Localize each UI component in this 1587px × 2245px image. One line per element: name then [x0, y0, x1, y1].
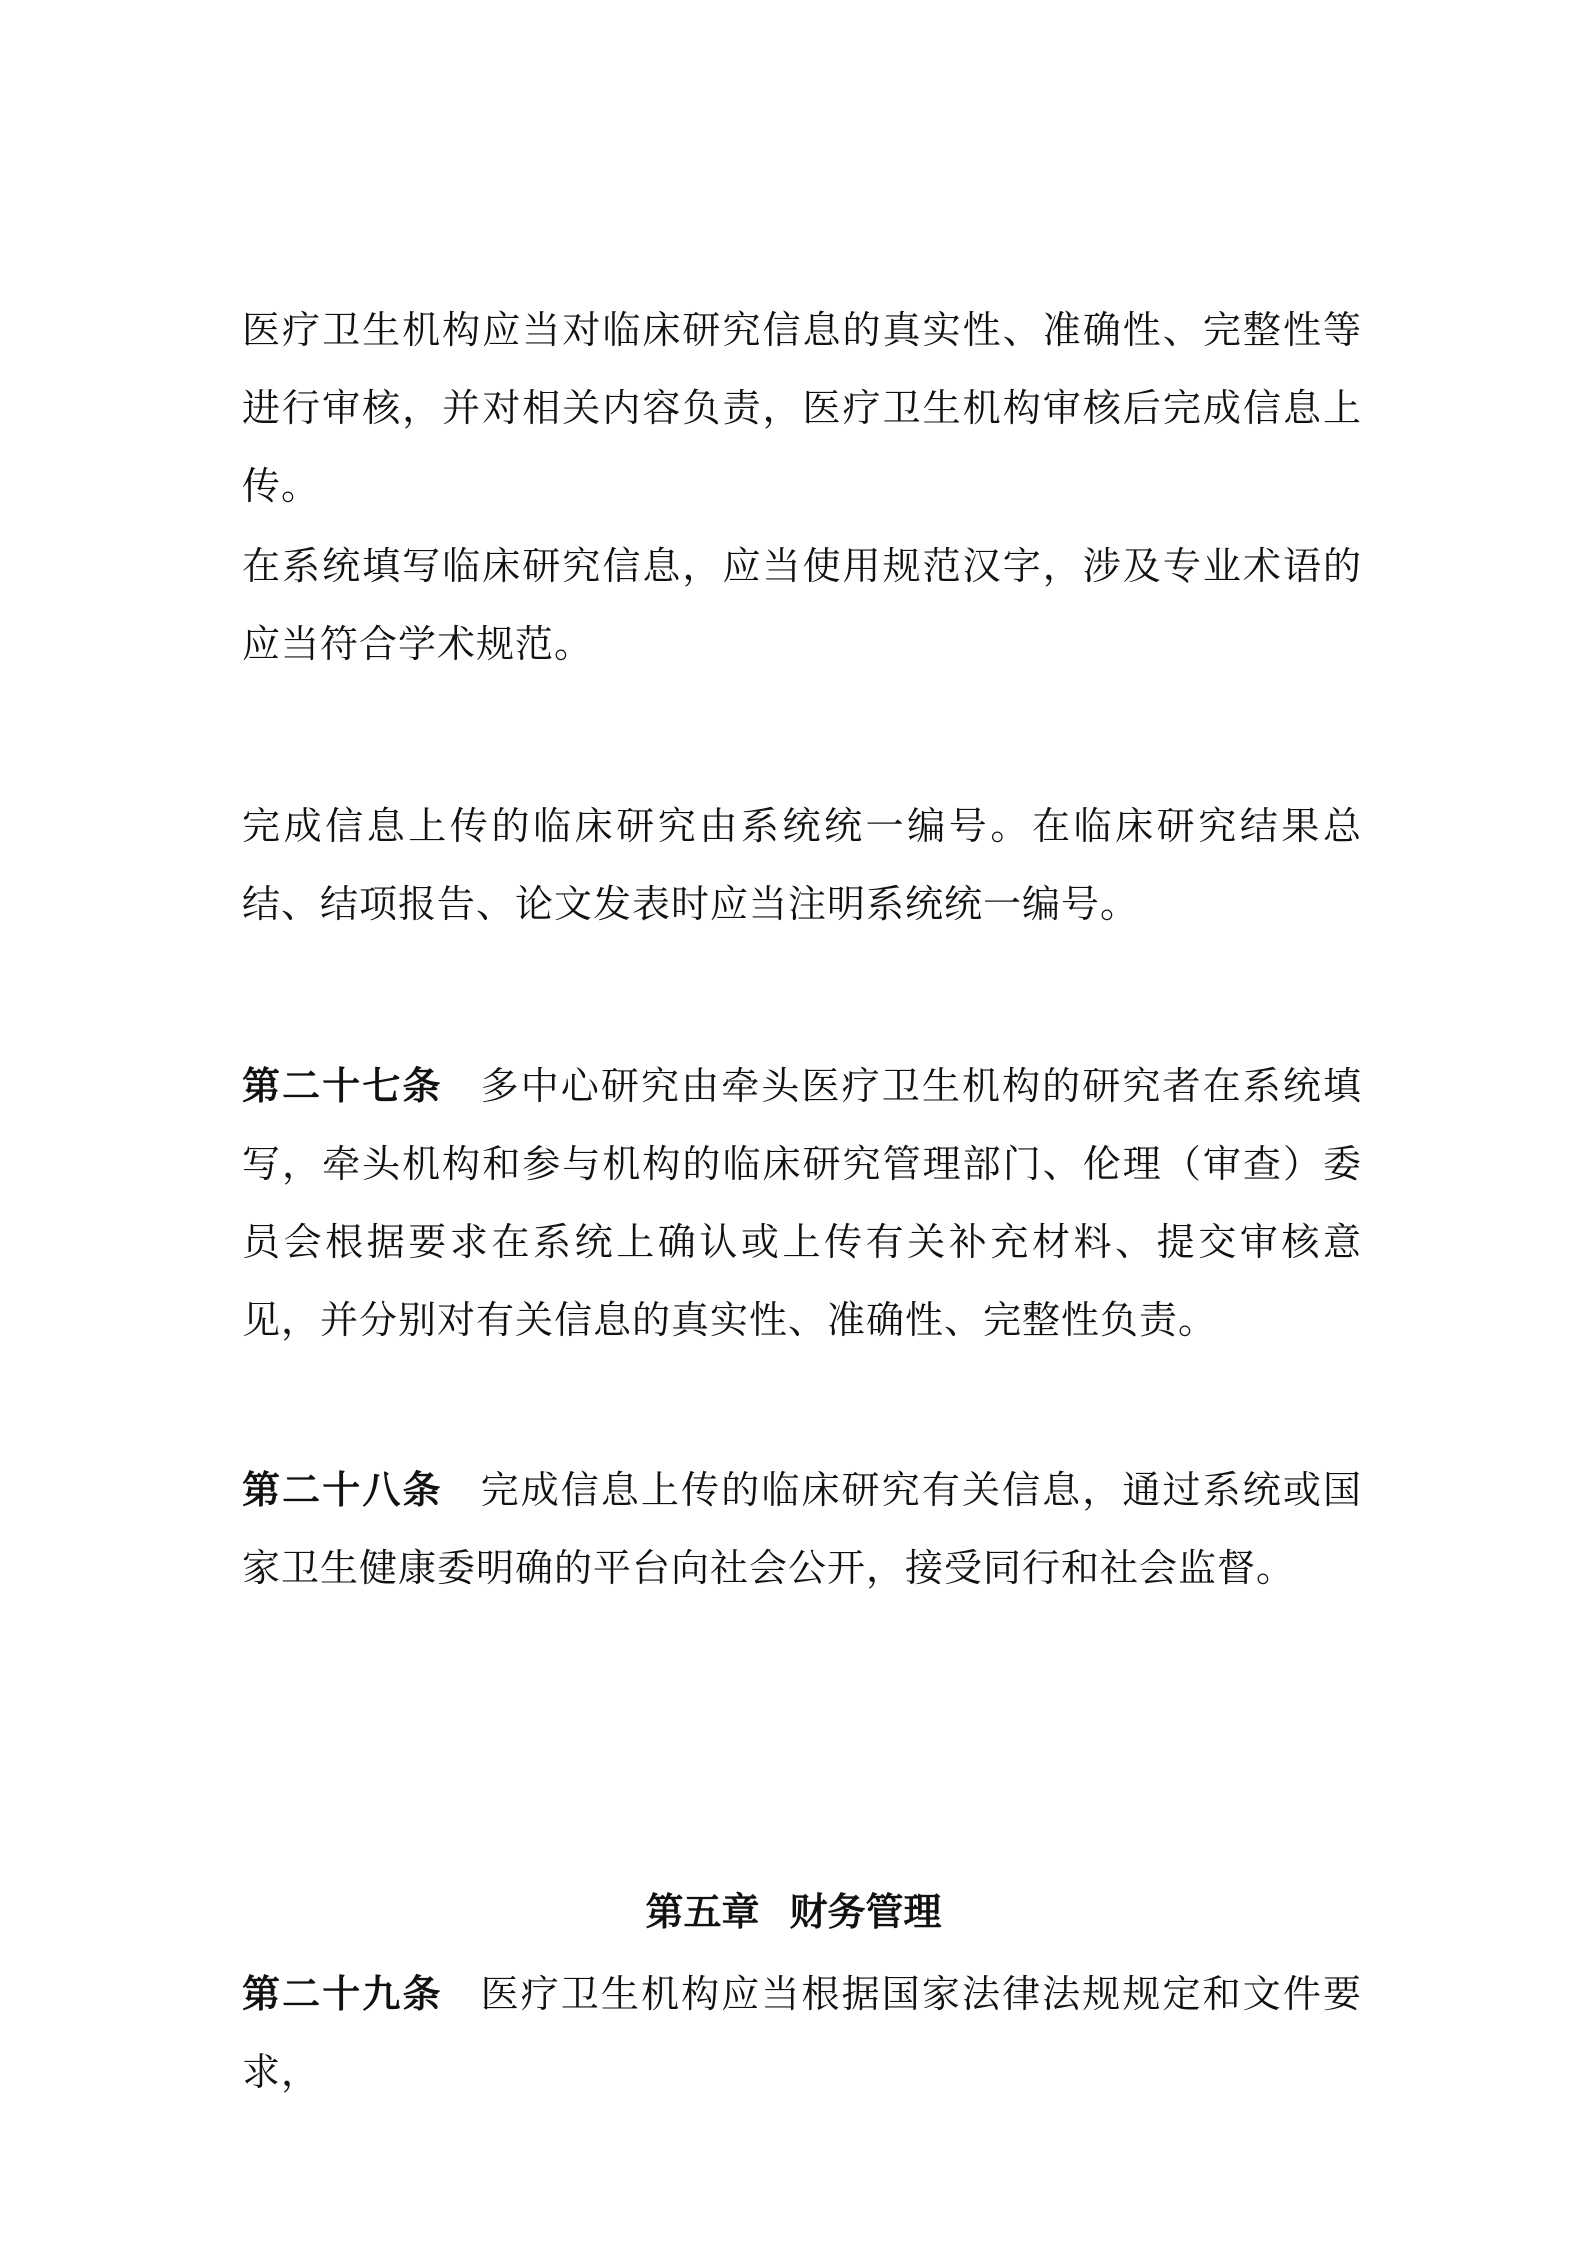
- article-27: [242, 1047, 1362, 1359]
- article-number: 第二十八条: [242, 1467, 443, 1512]
- paragraph-text: 在系统填写临床研究信息，应当使用规范汉字，涉及专业术语的应当符合学术规范。: [242, 544, 1362, 666]
- paragraph-standard-chars: [242, 527, 1362, 683]
- paragraph-text: 医疗卫生机构应当对临床研究信息的真实性、准确性、完整性等进行审核，并对相关内容负责，医疗卫生机构审核后完成信息上传。: [242, 308, 1362, 508]
- article-number: 第二十七条: [242, 1063, 443, 1108]
- paragraph-unified-numbering: [242, 787, 1362, 943]
- chapter-number: 第五章: [645, 1889, 760, 1934]
- article-number: 第二十九条: [242, 1971, 443, 2016]
- article-28: [242, 1451, 1362, 1607]
- paragraph-text: 多中心研究由牵头医疗卫生机构的研究者在系统填写，牵头机构和参与机构的临床研究管理部门、伦理（审查）委员会根据要求在系统上确认或上传有关补充材料、提交审核意见，并分别对有关信息的真实性、准确性、完整性负责。: [242, 1064, 1362, 1342]
- chapter-title: 财务管理: [789, 1889, 942, 1934]
- paragraph-review-responsibility: [242, 291, 1362, 525]
- paragraph-text: 医疗卫生机构应当根据国家法律法规规定和文件要求，: [242, 1972, 1362, 2094]
- paragraph-text: 完成信息上传的临床研究由系统统一编号。在临床研究结果总结、结项报告、论文发表时应当注明系统统一编号。: [242, 804, 1362, 926]
- article-29: [242, 1955, 1362, 2111]
- paragraph-text: 完成信息上传的临床研究有关信息，通过系统或国家卫生健康委明确的平台向社会公开，接受同行和社会监督。: [242, 1468, 1362, 1590]
- chapter-heading: [0, 1873, 1587, 1951]
